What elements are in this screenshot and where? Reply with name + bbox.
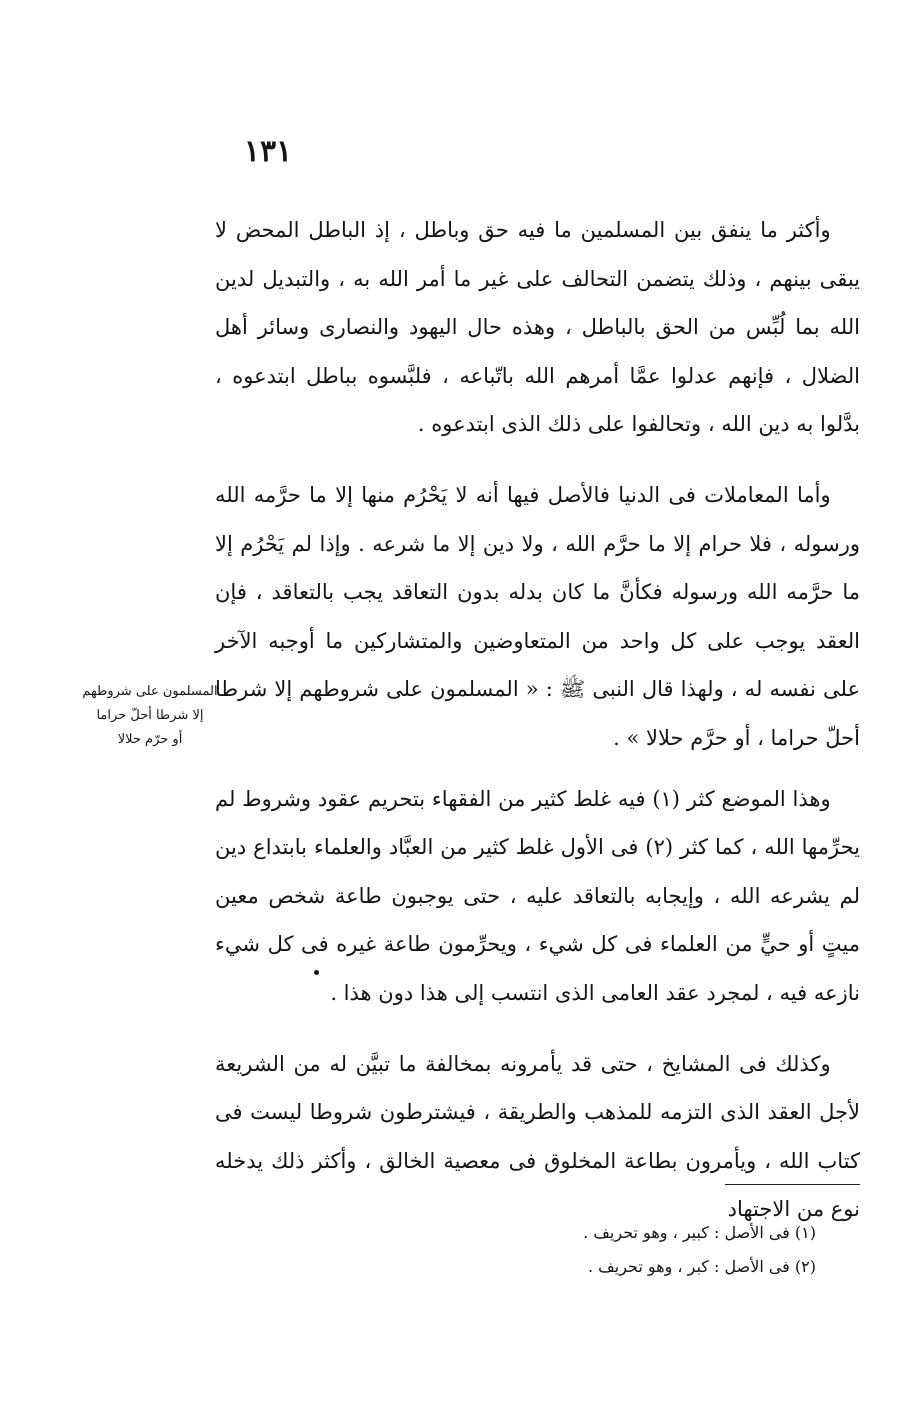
- paragraph: وهذا الموضع كثر (١) فيه غلط كثير من الفقهاء بتحريم عقود وشروط لم يحرِّمها الله ، كما كثر (٢) فى الأول غلط كثير من العبَّاد والعلماء بابتداع دين لم يشرعه الله ، وإيجابه بالتعاقد عليه ، حتى يوجبون طاعة شخص معين ميتٍ أو حيٍّ من العلماء فى كل شيء ، ويحرِّمون طاعة غيره فى كل شيء نازعه فيه ، لمجرد عقد العامى الذى انتسب إلى هذا دون هذا .: [215, 786, 860, 1005]
- margin-note-line: أو حرّم حلالا: [117, 732, 183, 747]
- ink-dot: [314, 970, 319, 975]
- paragraph: وأما المعاملات فى الدنيا فالأصل فيها أنه لا يَحْرُم منها إلا ما حرَّمه الله ورسوله ، فلا حرام إلا ما حرَّم الله ، ولا دين إلا ما شرعه . وإذا لم يَحْرُم إلا ما حرَّمه الله ورسوله فكأنَّ ما كان بدله بدون التعاقد يجب بالتعاقد ، فإن العقد يوجب على كل واحد من المتعاوضين والمتشاركين ما أوجبه الآخر على نفسه له ، ولهذا قال النبى ﷺ : « المسلمون على شروطهم إلا شرطا أحلّ حراما ، أو حرَّم حلالا » .: [215, 482, 860, 750]
- footnote: (١) فى الأصل : كبير ، وهو تحريف .: [583, 1223, 816, 1242]
- margin-note-line: المسلمون على شروطهم: [82, 684, 218, 699]
- main-text: [215, 206, 860, 1234]
- margin-note-line: إلا شرطا أحلّ حراما: [96, 708, 204, 723]
- footnotes: [316, 1216, 816, 1284]
- footnote: (٢) فى الأصل : كبر ، وهو تحريف .: [588, 1257, 816, 1276]
- margin-note: [80, 680, 220, 752]
- footnote-divider: [725, 1184, 860, 1185]
- paragraph: وأكثر ما ينفق بين المسلمين ما فيه حق وباطل ، إذ الباطل المحض لا يبقى بينهم ، وذلك يتضمن التحالف على غير ما أمر الله به ، والتبديل لدين الله بما لُبِّس من الحق بالباطل ، وهذه حال اليهود والنصارى وسائر أهل الضلال ، فإنهم عدلوا عمَّا أمرهم الله باتّباعه ، فلبَّسوه بباطل ابتدعوه ، بدَّلوا به دين الله ، وتحالفوا على ذلك الذى ابتدعوه .: [215, 218, 860, 437]
- paragraph: وكذلك فى المشايخ ، حتى قد يأمرونه بمخالفة ما تبيَّن له من الشريعة لأجل العقد الذى التزمه للمذهب والطريقة ، فيشترطون شروطا ليست فى كتاب الله ، ويأمرون بطاعة المخلوق فى معصية الخالق ، وأكثر ذلك يدخله نوع من الاجتهاد: [215, 1051, 860, 1222]
- page-number: ١٣١: [243, 134, 293, 169]
